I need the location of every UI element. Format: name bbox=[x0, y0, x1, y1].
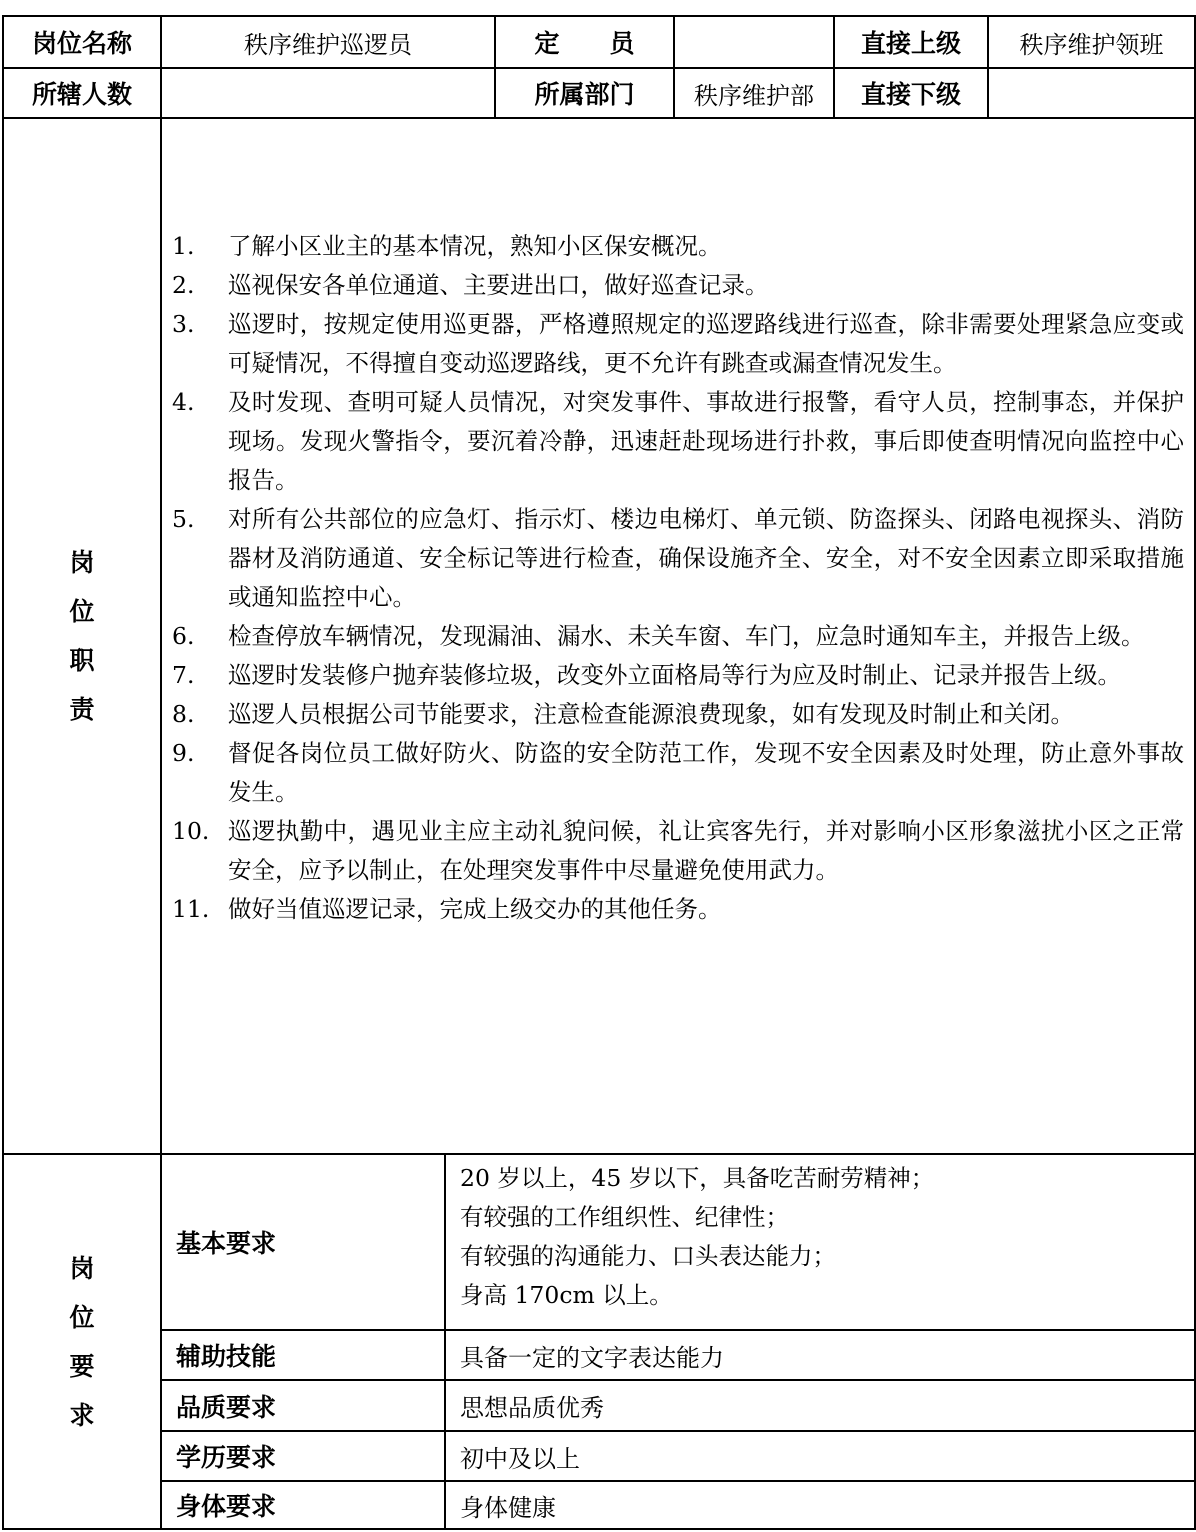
direct-superior-value: 秩序维护领班 bbox=[1019, 30, 1164, 59]
basic-requirements-value bbox=[446, 1155, 1194, 1329]
duty-item bbox=[172, 734, 1184, 812]
physical-requirements-label: 身体要求 bbox=[176, 1492, 277, 1521]
direct-superior-label: 直接上级 bbox=[860, 29, 961, 58]
duty-number: 4. bbox=[172, 388, 195, 416]
quota-label: 定 员 bbox=[534, 29, 635, 58]
row-divider-2 bbox=[2, 117, 1196, 119]
duty-number: 3. bbox=[172, 310, 195, 338]
quota-value bbox=[675, 17, 833, 67]
duty-number: 6. bbox=[172, 622, 195, 650]
quality-requirements-label: 品质要求 bbox=[176, 1392, 277, 1422]
duty-text: 做好当值巡逻记录，完成上级交办的其他任务。 bbox=[228, 895, 722, 923]
requirements-label-char: 岗 bbox=[69, 1253, 95, 1283]
duty-item bbox=[172, 656, 1184, 695]
duty-number: 8. bbox=[172, 700, 195, 728]
auxiliary-skills-label: 辅助技能 bbox=[176, 1342, 277, 1371]
basic-requirement-line: 有较强的沟通能力、口头表达能力； bbox=[460, 1242, 836, 1270]
position-name-value: 秩序维护巡逻员 bbox=[244, 30, 412, 59]
basic-requirements-label: 基本要求 bbox=[176, 1229, 277, 1258]
headcount-label: 所辖人数 bbox=[31, 80, 132, 109]
requirements-label-char: 位 bbox=[69, 1302, 95, 1332]
duty-number: 10. bbox=[172, 817, 210, 845]
requirements-label-char: 要 bbox=[69, 1351, 95, 1381]
duty-text: 对所有公共部位的应急灯、指示灯、楼边电梯灯、单元锁、防盗探头、闭路电视探头、消防器材及消防通道、安全标记等进行检查，确保设施齐全、安全，对不安全因素立即采取措施或通知监控中心。 bbox=[228, 505, 1184, 611]
direct-subordinate-label: 直接下级 bbox=[860, 80, 961, 109]
duty-item bbox=[172, 890, 1184, 929]
position-name-label: 岗位名称 bbox=[31, 29, 132, 58]
duties-section-label bbox=[4, 119, 160, 1153]
department-label: 所属部门 bbox=[534, 80, 635, 109]
duty-text: 了解小区业主的基本情况，熟知小区保安概况。 bbox=[228, 232, 722, 260]
duty-item bbox=[172, 695, 1184, 734]
headcount-value bbox=[162, 69, 494, 117]
duty-item bbox=[172, 227, 1184, 266]
duty-text: 检查停放车辆情况，发现漏油、漏水、未关车窗、车门，应急时通知车主，并报告上级。 bbox=[228, 622, 1145, 650]
basic-requirement-line: 身高 170cm 以上。 bbox=[460, 1281, 673, 1309]
duty-number: 9. bbox=[172, 739, 195, 767]
duty-number: 11. bbox=[172, 895, 210, 923]
requirements-label-char: 求 bbox=[69, 1400, 95, 1430]
duty-text: 巡逻人员根据公司节能要求，注意检查能源浪费现象，如有发现及时制止和关闭。 bbox=[228, 700, 1074, 728]
duty-text: 巡逻执勤中，遇见业主应主动礼貌问候，礼让宾客先行，并对影响小区形象滋扰小区之正常安全，应予以制止，在处理突发事件中尽量避免使用武力。 bbox=[228, 817, 1184, 884]
duty-item bbox=[172, 812, 1184, 890]
physical-requirements-value: 身体健康 bbox=[460, 1493, 556, 1522]
duties-label-char: 职 bbox=[69, 646, 95, 675]
basic-requirement-line: 20 岁以上，45 岁以下，具备吃苦耐劳精神； bbox=[460, 1164, 935, 1192]
border-bottom bbox=[2, 1528, 1196, 1530]
duties-label-char: 责 bbox=[69, 695, 95, 724]
duty-item bbox=[172, 500, 1184, 617]
duty-text: 及时发现、查明可疑人员情况，对突发事件、事故进行报警，看守人员，控制事态，并保护现场。发现火警指令，要沉着冷静，迅速赶赴现场进行扑救，事后即使查明情况向监控中心报告。 bbox=[228, 388, 1184, 494]
duty-number: 5. bbox=[172, 505, 195, 533]
duty-number: 2. bbox=[172, 271, 195, 299]
education-requirements-value: 初中及以上 bbox=[460, 1444, 580, 1473]
requirements-section-label bbox=[4, 1155, 160, 1528]
duties-label-char: 岗 bbox=[69, 548, 95, 577]
duty-item bbox=[172, 617, 1184, 656]
direct-subordinate-value bbox=[989, 69, 1194, 117]
duty-number: 1. bbox=[172, 232, 195, 260]
department-value: 秩序维护部 bbox=[694, 81, 814, 110]
education-requirements-label: 学历要求 bbox=[176, 1443, 277, 1472]
duty-item bbox=[172, 383, 1184, 500]
duty-item bbox=[172, 266, 1184, 305]
duty-text: 巡视保安各单位通道、主要进出口，做好巡查记录。 bbox=[228, 271, 769, 299]
basic-requirement-line: 有较强的工作组织性、纪律性； bbox=[460, 1203, 789, 1231]
quality-requirements-value: 思想品质优秀 bbox=[460, 1394, 604, 1422]
duties-label-char: 位 bbox=[69, 597, 95, 626]
duty-text: 巡逻时，按规定使用巡更器，严格遵照规定的巡逻路线进行巡查，除非需要处理紧急应变或可疑情况，不得擅自变动巡逻路线，更不允许有跳查或漏查情况发生。 bbox=[228, 310, 1184, 377]
duty-item bbox=[172, 305, 1184, 383]
auxiliary-skills-value: 具备一定的文字表达能力 bbox=[460, 1343, 724, 1372]
duties-list bbox=[172, 227, 1184, 929]
duty-text: 督促各岗位员工做好防火、防盗的安全防范工作，发现不安全因素及时处理，防止意外事故发生。 bbox=[228, 739, 1184, 806]
duty-number: 7. bbox=[172, 661, 195, 689]
duty-text: 巡逻时发装修户抛弃装修垃圾，改变外立面格局等行为应及时制止、记录并报告上级。 bbox=[228, 661, 1121, 689]
